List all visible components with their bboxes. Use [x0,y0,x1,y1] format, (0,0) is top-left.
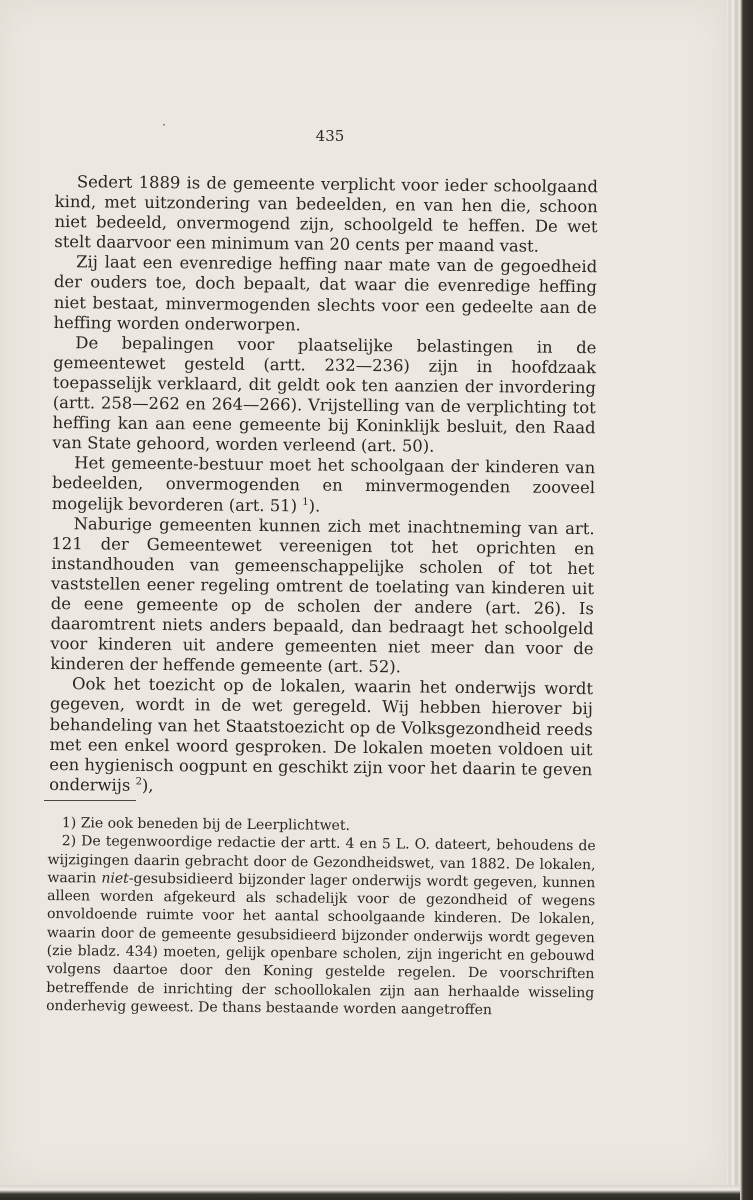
body-text [49,172,598,800]
paragraph-4-end: ). [308,495,321,516]
paragraph-5: Naburige gemeenten kunnen zich met inachtneming van art. 121 der Gemeentewet vereenigen tot het oprichten en instandhouden van gemeenschappelijke scholen of tot het vaststellen eener regeling omtrent de toelating van kinderen uit de eene gemeente op de scholen der andere (art. 26). Is daaromtrent niets anders bepaald, dan bedraagt het schoolgeld voor kinderen uit andere gemeenten niet meer dan voor de kinderen der heffende gemeente (art. 52). [50,513,595,677]
page-stack-edge [727,0,753,1200]
footnote-2-italic: niet [101,870,129,887]
paragraph-2: Zij laat een evenredige heffing naar mate van de gegoedheid der ouders toe, doch bepaalt, dat waar die evenredige heffing niet bestaat, minvermogenden slechts voor een gedeelte aan de heffing worden onderworpen. [53,252,598,335]
paragraph-6-text: Ook het toezicht op de lokalen, waarin het onderwijs wordt gegeven, wordt in de wet geregeld. Wij hebben hierover bij behandeling van het Staatstoezicht op de Volksgezondheid reeds met een enkel woord gesproken. De lokalen moeten voldoen uit een hygienisch oogpunt en geschikt zijn voor het daarin te geven onderwijs [49,674,594,795]
footnote-ref-1: 1 [302,496,309,508]
footnote-2 [46,832,596,1020]
paragraph-4 [52,453,596,518]
footnote-divider [44,800,136,801]
footnote-ref-2: 2 [135,776,143,788]
page-bottom-edge [0,1185,740,1200]
footnote-2-start: 2) De tegenwoordige redactie der artt. 4 en 5 L. O. dateert, behoudens de wijzigingen daarin gebracht door de Gezondheidswet, van 1882. De lokalen, waarin [47,833,596,887]
footnote-1: 1) Zie ook beneden bij de Leerplichtwet. [61,815,351,834]
paragraph-4-text: Het gemeente-bestuur moet het schoolgaan der kinderen van bedeelden, onvermogenden en minvermogenden zooveel mogelijk bevorderen (art. 51) [51,453,596,515]
footnote-2-rest: -gesubsidieerd bijzonder lager onderwijs wordt gegeven, kunnen alleen worden afgekeurd als schadelijk voor de gezondheid of wegens onvoldoende ruimte voor het aantal schoolgaande kinderen. De lokalen, waarin door de gemeente gesubsidieerd bijzonder onderwijs wordt gegeven (zie bladz. 434) moeten, gelijk openbare scholen, zijn ingericht en gebouwd volgens daartoe door den Koning gestelde regelen. De voorschriften betreffende de inrichting der schoollokalen zijn aan herhaalde wisseling onderhevig geweest. De thans bestaande worden aangetroffen [46,870,596,1019]
paragraph-3: De bepalingen voor plaatselijke belastingen in de gemeentewet gesteld (artt. 232—236) zijn in hoofdzaak toepasselijk verklaard, dit geldt ook ten aanzien der invordering (artt. 258—262 en 264—266). Vrijstelling van de verplichting tot heffing kan aan eene gemeente bij Koninklijk besluit, den Raad van State gehoord, worden verleend (art. 50). [52,332,597,456]
paragraph-1: Sedert 1889 is de gemeente verplicht voor ieder schoolgaand kind, met uitzondering van bedeelden, en van hen die, schoon niet bedeeld, onvermogend zijn, schoolgeld te heffen. De wet stelt daarvoor een minimum van 20 cents per maand vast. [54,172,598,256]
footnotes [46,814,596,1021]
paragraph-6 [49,674,593,800]
page-speck: · [162,118,166,132]
page-number: 435 [315,127,345,145]
paragraph-6-end: ), [141,775,154,795]
